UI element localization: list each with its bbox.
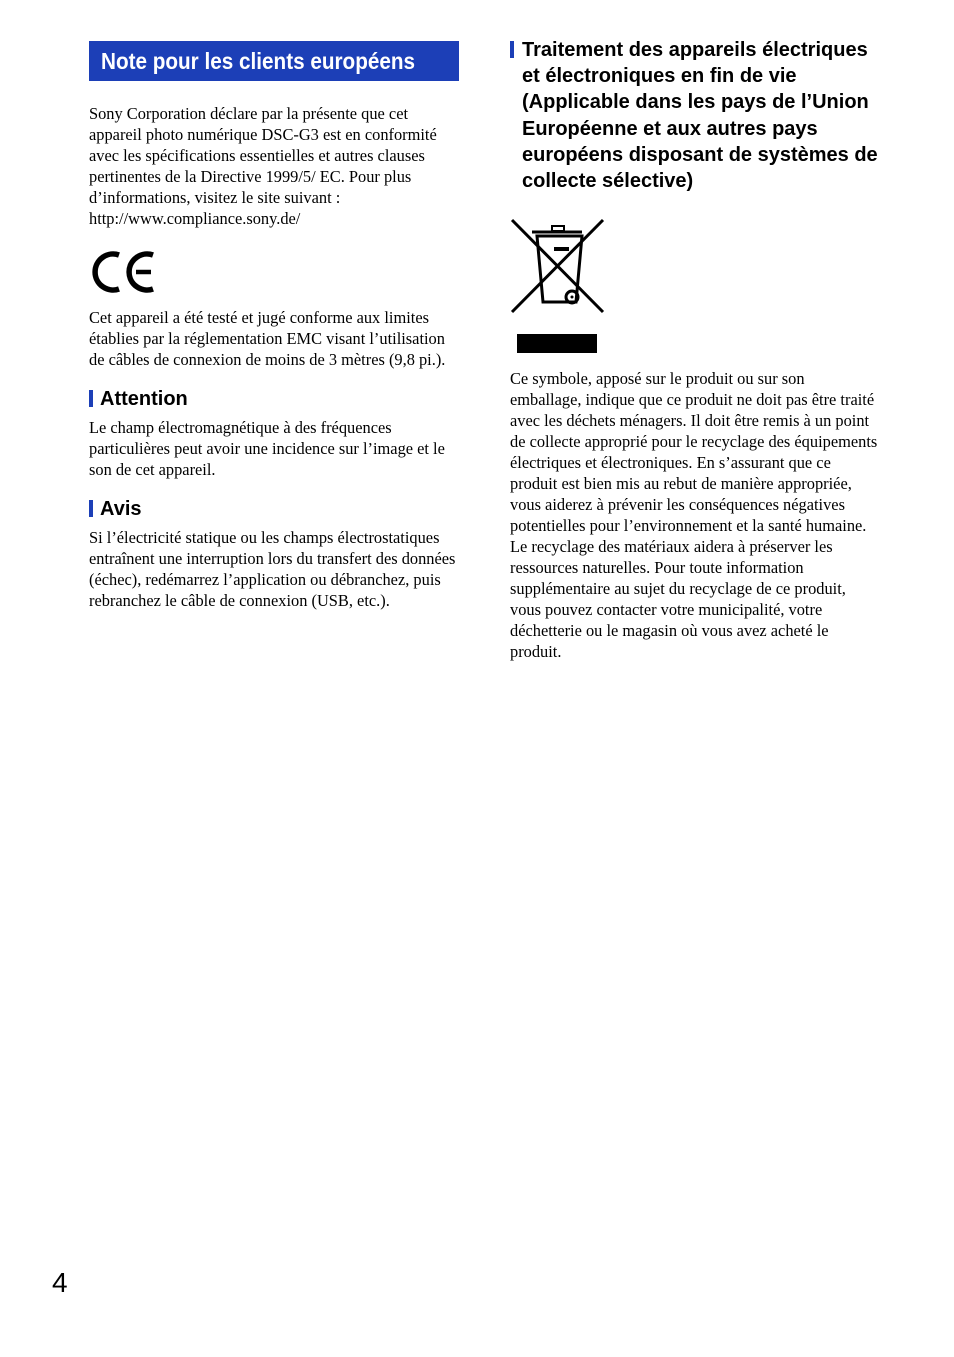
crossed-out-wheelie-bin-icon [510, 216, 610, 328]
section-title-banner [89, 41, 459, 81]
avis-heading [89, 496, 459, 522]
weee-paragraph: Ce symbole, apposé sur le produit ou sur son emballage, indique que ce produit ne doit pas être traité avec les déchets ménagers. Il doit être remis à un point de collecte approprié pour le recyclage des équipements électriques et électroniques. En s’assurant que ce produit est bien mis au rebut de manière appropriée, vous aiderez à prévenir les conséquences négatives potentielles pour l’environnement et la santé humaine. Le recyclage des matériaux aidera à préserver les ressources naturelles. Pour toute information supplémentaire au sujet du recyclage de ce produit, vous pouvez contacter votre municipalité, votre déchetterie ou le magasin où vous avez acheté le produit. [510, 369, 878, 662]
emc-paragraph: Cet appareil a été testé et jugé conforme aux limites établies par la réglementation EMC visant l’utilisation de câbles de connexion de moins de 3 mètres (9,8 pi.). [89, 308, 446, 369]
left-column [89, 41, 459, 611]
attention-paragraph: Le champ électromagnétique à des fréquences particulières peut avoir une incidence sur l’image et le son de cet appareil. [89, 418, 445, 479]
weee-heading-text: Traitement des appareils électriques et électroniques en fin de vie (Applicable dans les pays de l’Union Européenne et aux autres pays européens disposant de systèmes de collecte sélective) [522, 39, 878, 193]
avis-heading-text: Avis [100, 498, 142, 520]
ce-mark-icon [89, 247, 161, 297]
page-number: 4 [52, 1267, 68, 1298]
heading-bar [510, 41, 514, 58]
weee-underline-bar [517, 334, 597, 353]
heading-bar [89, 500, 93, 517]
right-column [510, 37, 880, 662]
attention-heading-text: Attention [100, 388, 188, 410]
declaration-paragraph: Sony Corporation déclare par la présente que cet appareil photo numérique DSC-G3 est en conformité avec les spécifications essentielles et autres clauses pertinentes de la Directive 1999/5/ EC. Pour plus d’informations, visitez le site suivant : http://www.compliance.sony.de/ [89, 104, 437, 228]
attention-heading [89, 386, 459, 412]
avis-paragraph: Si l’électricité statique ou les champs électrostatiques entraînent une interruption lors du transfert des données (échec), redémarrez l’application ou débranchez, puis rebranchez le câble de connexion (USB, etc.). [89, 528, 456, 610]
heading-bar [89, 390, 93, 407]
weee-symbol [510, 216, 610, 356]
weee-heading [510, 37, 880, 194]
section-title: Note pour les clients européens [101, 47, 416, 74]
